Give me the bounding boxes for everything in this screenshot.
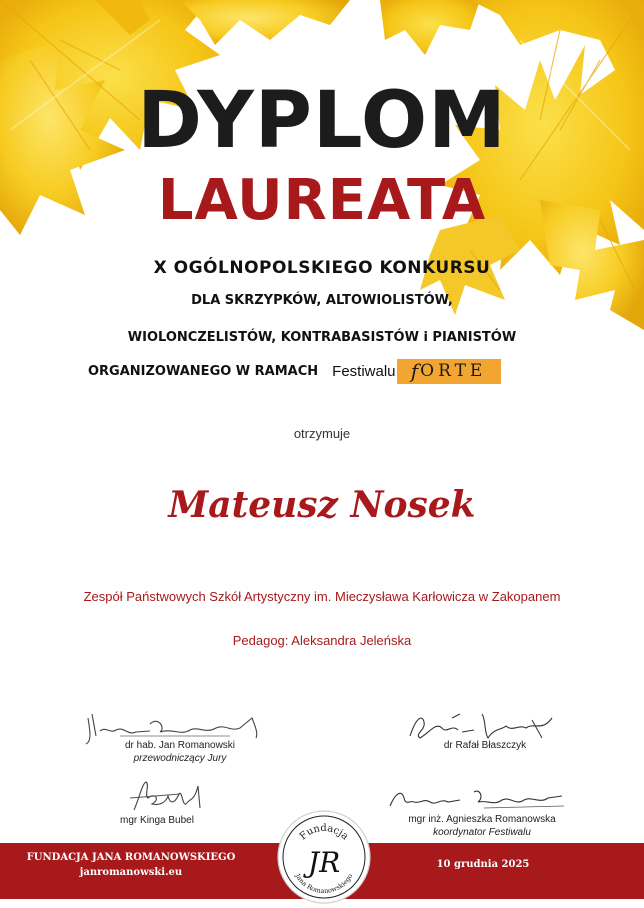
forte-logo: f ORTE [397, 359, 501, 384]
laureate-name: Mateusz Nosek [168, 484, 476, 526]
signatory-role-4: koordynator Festiwalu [433, 827, 531, 838]
signatory-name-4: mgr inż. Agnieszka Romanowska [408, 814, 556, 825]
diploma-date: 10 grudnia 2025 [436, 859, 530, 870]
receives-text: otrzymuje [293, 426, 351, 441]
competition-line-2: DLA SKRZYPKÓW, ALTOWIOLISTÓW, [191, 293, 453, 308]
foundation-name: FUNDACJA JANA ROMANOWSKIEGO [26, 852, 236, 863]
organized-within-text: ORGANIZOWANEGO W RAMACH [88, 363, 319, 379]
signature-block-1 [110, 739, 250, 765]
teacher-name: Pedagog: Aleksandra Jeleńska [232, 633, 412, 648]
signature-block-4 [392, 813, 572, 839]
festival-word: Festiwalu [332, 362, 396, 380]
competition-line-4 [88, 357, 501, 385]
signature-bubel [120, 776, 210, 816]
competition-title: X OGÓLNOPOLSKIEGO KONKURSU [153, 258, 491, 278]
diploma-title: DYPLOM [137, 76, 507, 166]
seal-top-text: Fundacja [297, 822, 351, 843]
seal-bottom-text: Jana Romanowskiego [293, 872, 355, 896]
seal-monogram: JR [307, 846, 341, 879]
signature-block-2 [420, 739, 550, 752]
foundation-website: janromanowski.eu [79, 867, 183, 878]
foundation-seal-icon [276, 809, 372, 905]
signature-agnieszka-romanowska [384, 784, 574, 814]
diploma-subtitle: LAUREATA [157, 168, 487, 233]
signatory-name-1: dr hab. Jan Romanowski [124, 740, 236, 751]
signatory-role-1: przewodniczący Jury [133, 753, 227, 764]
signature-block-3 [92, 814, 222, 827]
signatory-name-3: mgr Kinga Bubel [120, 815, 194, 826]
school-name: Zespół Państwowych Szkół Artystyczny im. Mieczysława Karłowicza w Zakopanem [83, 589, 561, 604]
competition-line-3: WIOLONCZELISTÓW, KONTRABASISTÓW i PIANISTÓW [127, 330, 517, 345]
signatory-name-2: dr Rafał Błaszczyk [443, 740, 527, 751]
